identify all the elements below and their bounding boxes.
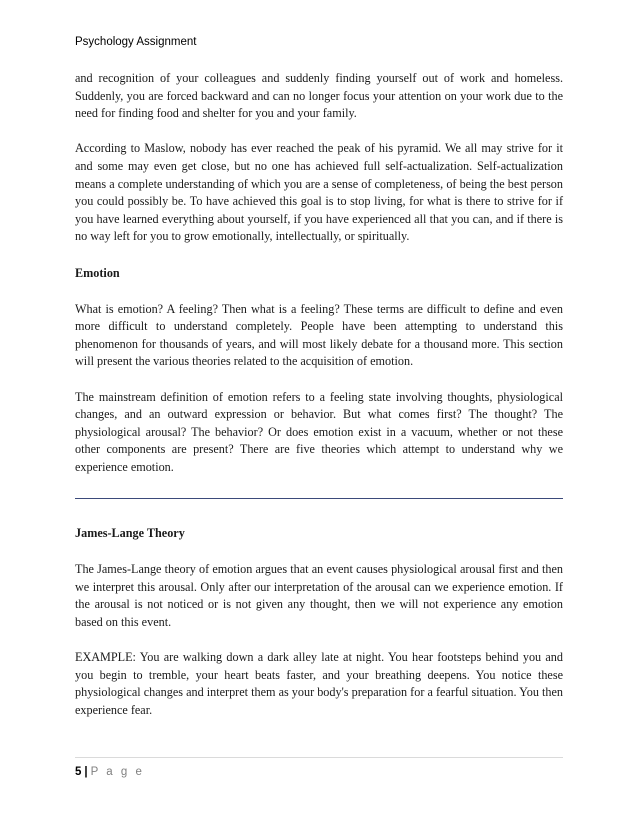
footer-divider — [75, 757, 563, 758]
paragraph-james-lange-example: EXAMPLE: You are walking down a dark alley late at night. You hear footsteps behind you and you begin to tremble, your heart beats faster, and your breathing deepens. You notice these physiological changes and interpret them as your body's preparation for a fearful situation. You then experience fear. — [75, 650, 563, 717]
section-heading-james-lange: James-Lange Theory — [75, 526, 185, 541]
document-body — [75, 70, 563, 737]
paragraph-maslow-peak: According to Maslow, nobody has ever reached the peak of his pyramid. We all may strive for it and some may even get close, but no one has achieved full self-actualization. Self-actualization means a complete understanding of which you are a sense of completeness, of being the best person you could possibly be. To have achieved this goal is to stop living, for what is there to strive for if you have learned everything about yourself, if you have experienced all that you can, and if there is no way left for you to grow emotionally, intellectually, or spiritually. — [75, 141, 563, 244]
footer-separator: | — [84, 766, 88, 778]
page-header: Psychology Assignment — [75, 36, 197, 48]
section-heading-emotion: Emotion — [75, 265, 120, 280]
page-footer — [75, 766, 144, 778]
page-word: P a g e — [90, 766, 145, 778]
page-number: 5 — [75, 766, 82, 778]
paragraph-maslow-intro: and recognition of your colleagues and suddenly finding yourself out of work and homeless. Suddenly, you are forced backward and can no longer focus your attention on your work due to the need for finding food and shelter for you and your family. — [75, 71, 563, 121]
paragraph-emotion-definition: What is emotion? A feeling? Then what is a feeling? These terms are difficult to define and even more difficult to understand completely. People have been attempting to understand this phenomenon for thousands of years, and will most likely debate for a thousand more. This section will present the various theories related to the acquisition of emotion. — [75, 301, 563, 369]
paragraph-emotion-mainstream: The mainstream definition of emotion refers to a feeling state involving thoughts, physiological changes, and an outward expression or behavior. But what comes first? The thought? The physiological arousal? The behavior? Or does emotion exist in a vacuum, whether or not these other components are present? There are five theories which attempt to understand why we experience emotion. — [75, 389, 563, 474]
section-divider — [75, 498, 563, 499]
paragraph-james-lange-theory: The James-Lange theory of emotion argues that an event causes physiological arousal first and then we interpret this arousal. Only after our interpretation of the arousal can we experience emotion. If the arousal is not noticed or is not given any thought, then we will not experience any emotion based on this event. — [75, 562, 563, 629]
